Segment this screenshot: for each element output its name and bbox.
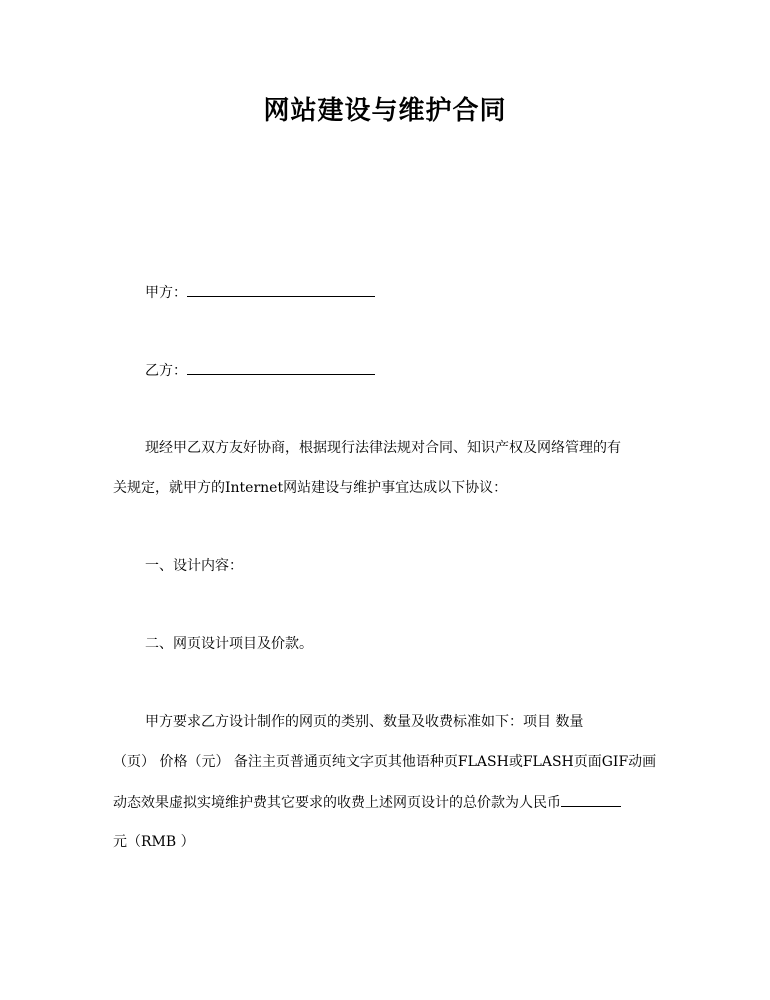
intro-line-1: 现经甲乙双方友好协商，根据现行法律法规对合同、知识产权及网络管理的有 (145, 440, 621, 456)
party-a-line (145, 282, 375, 303)
party-b-label: 乙方： (145, 363, 187, 379)
total-price-blank[interactable] (561, 792, 621, 807)
intro-line-2: 关规定，就甲方的Internet网站建设与维护事宜达成以下协议： (113, 480, 508, 496)
party-a-blank[interactable] (187, 282, 375, 297)
paragraph-line-2: （页） 价格（元） 备注主页普通页纯文字页其他语种页FLASH或FLASH页面GIF动画 (113, 754, 657, 770)
paragraph-line-4: 元（RMB ） (113, 834, 195, 850)
document-title: 网站建设与维护合同 (263, 96, 507, 126)
paragraph-line-1: 甲方要求乙方设计制作的网页的类别、数量及收费标准如下：项目 数量 (145, 714, 584, 730)
party-b-blank[interactable] (187, 360, 375, 375)
section-1-heading: 一、设计内容： (145, 558, 243, 574)
paragraph-line-3 (113, 792, 621, 813)
paragraph-line-3-text: 动态效果虚拟实境维护费其它要求的收费上述网页设计的总价款为人民币 (113, 795, 561, 811)
party-b-line (145, 360, 375, 381)
section-2-heading: 二、网页设计项目及价款。 (145, 636, 313, 652)
party-a-label: 甲方： (145, 285, 187, 301)
